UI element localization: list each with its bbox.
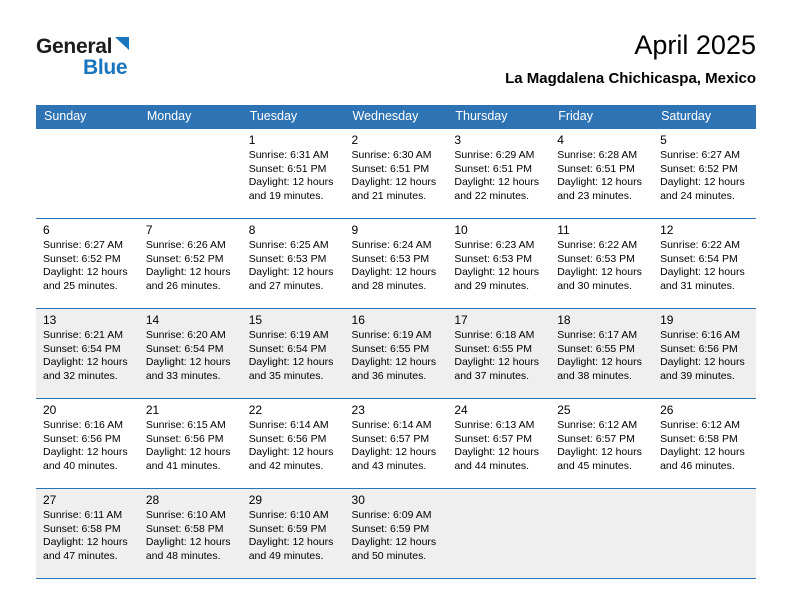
day-info-line: Sunrise: 6:20 AM — [145, 329, 226, 341]
day-info-line: and 49 minutes. — [248, 549, 324, 562]
calendar-week-row — [36, 309, 756, 399]
day-number: 6 — [43, 223, 50, 237]
day-info-line: and 22 minutes. — [454, 189, 530, 202]
day-info-line: Sunset: 6:51 PM — [454, 162, 533, 175]
day-info-line: and 38 minutes. — [557, 369, 632, 382]
day-info-line: and 24 minutes. — [660, 189, 735, 202]
calendar-day-cell — [653, 399, 756, 489]
calendar-day-cell — [139, 219, 242, 309]
calendar-day-cell — [345, 489, 448, 579]
day-info-line: Sunrise: 6:23 AM — [454, 239, 535, 251]
calendar-week-row — [36, 219, 756, 309]
day-number: 14 — [145, 313, 160, 327]
day-info-line: and 39 minutes. — [660, 369, 735, 382]
day-info-line: Sunrise: 6:16 AM — [660, 329, 741, 341]
day-number: 17 — [454, 313, 468, 327]
day-info-line: Sunset: 6:56 PM — [248, 432, 327, 445]
calendar-day-cell — [550, 309, 653, 399]
day-number: 3 — [454, 133, 462, 147]
weekday-header-monday: Monday — [139, 105, 242, 129]
general-blue-logo — [36, 36, 129, 78]
day-info-line: and 29 minutes. — [454, 279, 530, 292]
day-info-line: Sunset: 6:53 PM — [557, 252, 635, 265]
day-info-line: and 35 minutes. — [248, 369, 324, 382]
day-info-line: Sunrise: 6:18 AM — [454, 329, 535, 341]
calendar-day-cell — [550, 129, 653, 219]
weekday-header-friday: Friday — [550, 105, 653, 129]
day-info-line: Sunset: 6:54 PM — [660, 252, 738, 265]
day-info-line: and 25 minutes. — [43, 279, 118, 292]
day-info-line: and 36 minutes. — [351, 369, 427, 382]
logo-triangle-icon — [115, 37, 129, 54]
day-info-line: Sunrise: 6:16 AM — [43, 419, 123, 431]
day-info-line: Daylight: 12 hours — [145, 356, 231, 368]
day-info-line: Sunset: 6:56 PM — [43, 432, 121, 445]
day-info-line: Sunset: 6:55 PM — [557, 342, 635, 355]
day-info-line: Sunset: 6:58 PM — [660, 432, 738, 445]
day-info-line: Sunrise: 6:10 AM — [248, 509, 329, 521]
logo-text-general: General — [36, 35, 113, 58]
day-info-line: Daylight: 12 hours — [557, 266, 642, 278]
day-info-line: Sunset: 6:59 PM — [248, 522, 327, 535]
day-info-line: Sunrise: 6:29 AM — [454, 149, 535, 161]
day-number: 13 — [43, 313, 57, 327]
calendar-day-cell — [345, 219, 448, 309]
page-title: April 2025 — [634, 30, 756, 60]
day-info-line: Daylight: 12 hours — [351, 446, 437, 458]
day-info-line: Sunrise: 6:31 AM — [248, 149, 329, 161]
calendar-day-cell — [345, 399, 448, 489]
day-info-line: Sunset: 6:52 PM — [660, 162, 738, 175]
day-info-line: Daylight: 12 hours — [351, 176, 437, 188]
day-info-line: Daylight: 12 hours — [557, 356, 642, 368]
day-info-line: Daylight: 12 hours — [351, 266, 437, 278]
day-info-line: Daylight: 12 hours — [43, 356, 128, 368]
calendar-day-cell — [447, 399, 550, 489]
day-number: 26 — [660, 403, 674, 417]
day-info-line: Sunset: 6:52 PM — [43, 252, 121, 265]
day-number: 22 — [248, 403, 263, 417]
day-info-line: Daylight: 12 hours — [248, 446, 334, 458]
day-number: 4 — [557, 133, 564, 147]
day-info-line: Sunrise: 6:27 AM — [660, 149, 741, 161]
day-number: 2 — [351, 133, 359, 147]
calendar-day-cell — [242, 309, 345, 399]
weekday-header-thursday: Thursday — [447, 105, 550, 129]
day-info-line: Sunset: 6:56 PM — [145, 432, 224, 445]
day-info-line: Sunrise: 6:21 AM — [43, 329, 123, 341]
calendar-day-cell — [242, 399, 345, 489]
weekday-header-row — [36, 105, 756, 129]
day-info-line: Daylight: 12 hours — [660, 176, 745, 188]
day-info-line: Sunset: 6:55 PM — [454, 342, 533, 355]
calendar-day-cell — [242, 219, 345, 309]
day-number: 21 — [145, 403, 160, 417]
day-info-line: Sunrise: 6:10 AM — [145, 509, 226, 521]
day-info-line: Sunrise: 6:15 AM — [145, 419, 226, 431]
day-number: 27 — [43, 493, 57, 507]
calendar-day-cell — [345, 129, 448, 219]
day-info-line: Daylight: 12 hours — [660, 446, 745, 458]
day-number: 16 — [351, 313, 365, 327]
day-number: 25 — [557, 403, 571, 417]
day-info-line: and 47 minutes. — [43, 549, 118, 562]
logo-text-blue: Blue — [83, 56, 128, 79]
calendar-empty-cell — [36, 129, 139, 219]
calendar-day-cell — [345, 309, 448, 399]
day-info-line: and 41 minutes. — [145, 459, 221, 472]
day-info-line: Sunrise: 6:28 AM — [557, 149, 638, 161]
day-info-line: Sunset: 6:55 PM — [351, 342, 430, 355]
calendar-day-cell — [139, 399, 242, 489]
calendar-empty-cell — [447, 489, 550, 579]
day-info-line: and 33 minutes. — [145, 369, 221, 382]
day-info-line: and 31 minutes. — [660, 279, 735, 292]
day-info-line: Daylight: 12 hours — [557, 176, 642, 188]
day-info-line: Sunset: 6:54 PM — [248, 342, 327, 355]
calendar-day-cell — [653, 129, 756, 219]
calendar-day-cell — [447, 129, 550, 219]
day-info-line: and 46 minutes. — [660, 459, 735, 472]
day-number: 5 — [660, 133, 667, 147]
day-info-line: Sunset: 6:51 PM — [351, 162, 430, 175]
day-info-line: and 32 minutes. — [43, 369, 118, 382]
day-number: 29 — [248, 493, 263, 507]
day-info-line: Daylight: 12 hours — [248, 356, 334, 368]
day-info-line: Sunrise: 6:19 AM — [351, 329, 432, 341]
calendar-table — [36, 105, 756, 579]
page-subtitle: La Magdalena Chichicaspa, Mexico — [505, 70, 756, 87]
day-info-line: Sunset: 6:58 PM — [145, 522, 224, 535]
day-info-line: Sunset: 6:58 PM — [43, 522, 121, 535]
day-info-line: Sunrise: 6:25 AM — [248, 239, 329, 251]
day-number: 19 — [660, 313, 674, 327]
day-info-line: and 19 minutes. — [248, 189, 324, 202]
day-info-line: Daylight: 12 hours — [248, 536, 334, 548]
day-number: 15 — [248, 313, 263, 327]
calendar-day-cell — [36, 489, 139, 579]
day-info-line: Sunrise: 6:12 AM — [557, 419, 638, 431]
day-number: 11 — [557, 223, 570, 237]
day-info-line: Sunrise: 6:22 AM — [557, 239, 638, 251]
day-info-line: Sunrise: 6:19 AM — [248, 329, 329, 341]
day-info-line: Sunset: 6:53 PM — [248, 252, 327, 265]
day-number: 12 — [660, 223, 674, 237]
calendar-day-cell — [36, 399, 139, 489]
day-info-line: Sunrise: 6:12 AM — [660, 419, 741, 431]
day-info-line: Sunset: 6:53 PM — [454, 252, 533, 265]
day-number: 8 — [248, 223, 256, 237]
day-number: 23 — [351, 403, 365, 417]
weekday-header-tuesday: Tuesday — [242, 105, 345, 129]
calendar-day-cell — [36, 309, 139, 399]
day-info-line: Daylight: 12 hours — [454, 266, 540, 278]
day-info-line: and 37 minutes. — [454, 369, 530, 382]
day-info-line: Daylight: 12 hours — [145, 266, 231, 278]
calendar-day-cell — [139, 309, 242, 399]
day-info-line: Sunrise: 6:17 AM — [557, 329, 638, 341]
calendar-week-row — [36, 129, 756, 219]
day-info-line: Sunset: 6:56 PM — [660, 342, 738, 355]
calendar-day-cell — [550, 399, 653, 489]
day-info-line: Sunset: 6:57 PM — [454, 432, 533, 445]
calendar-body — [36, 129, 756, 579]
calendar-empty-cell — [653, 489, 756, 579]
day-info-line: Sunrise: 6:13 AM — [454, 419, 535, 431]
calendar-day-cell — [242, 129, 345, 219]
calendar-day-cell — [447, 309, 550, 399]
day-number: 28 — [145, 493, 160, 507]
day-info-line: Daylight: 12 hours — [145, 446, 231, 458]
day-number: 18 — [557, 313, 571, 327]
day-info-line: Daylight: 12 hours — [145, 536, 231, 548]
day-info-line: Sunset: 6:51 PM — [248, 162, 327, 175]
day-info-line: Daylight: 12 hours — [43, 536, 128, 548]
day-info-line: and 48 minutes. — [145, 549, 221, 562]
day-info-line: Daylight: 12 hours — [660, 266, 745, 278]
day-info-line: Daylight: 12 hours — [557, 446, 642, 458]
day-info-line: Daylight: 12 hours — [43, 266, 128, 278]
weekday-header-sunday: Sunday — [36, 105, 139, 129]
day-info-line: Sunrise: 6:30 AM — [351, 149, 432, 161]
day-info-line: Sunrise: 6:14 AM — [248, 419, 329, 431]
day-info-line: Sunset: 6:59 PM — [351, 522, 430, 535]
day-number: 20 — [43, 403, 57, 417]
day-number: 24 — [454, 403, 468, 417]
day-info-line: and 27 minutes. — [248, 279, 324, 292]
calendar-empty-cell — [139, 129, 242, 219]
day-info-line: Daylight: 12 hours — [454, 446, 540, 458]
day-info-line: and 45 minutes. — [557, 459, 632, 472]
day-info-line: Daylight: 12 hours — [351, 536, 437, 548]
day-info-line: Sunset: 6:54 PM — [145, 342, 224, 355]
day-info-line: Sunrise: 6:09 AM — [351, 509, 432, 521]
title-block — [505, 30, 756, 87]
day-info-line: Daylight: 12 hours — [248, 176, 334, 188]
calendar-empty-cell — [550, 489, 653, 579]
weekday-header-wednesday: Wednesday — [345, 105, 448, 129]
day-number: 9 — [351, 223, 359, 237]
day-info-line: and 44 minutes. — [454, 459, 530, 472]
calendar-day-cell — [653, 219, 756, 309]
day-number: 7 — [145, 223, 153, 237]
day-info-line: and 50 minutes. — [351, 549, 427, 562]
day-number: 1 — [248, 133, 256, 147]
day-number: 10 — [454, 223, 468, 237]
day-info-line: Sunset: 6:52 PM — [145, 252, 224, 265]
calendar-week-row — [36, 399, 756, 489]
day-info-line: Sunrise: 6:11 AM — [43, 509, 123, 521]
day-info-line: and 23 minutes. — [557, 189, 632, 202]
day-info-line: and 42 minutes. — [248, 459, 324, 472]
day-number: 30 — [351, 493, 365, 507]
day-info-line: Sunrise: 6:27 AM — [43, 239, 123, 251]
calendar-day-cell — [242, 489, 345, 579]
day-info-line: and 28 minutes. — [351, 279, 427, 292]
day-info-line: Daylight: 12 hours — [351, 356, 437, 368]
day-info-line: Sunrise: 6:24 AM — [351, 239, 432, 251]
day-info-line: Daylight: 12 hours — [660, 356, 745, 368]
day-info-line: Sunset: 6:54 PM — [43, 342, 121, 355]
day-info-line: Daylight: 12 hours — [454, 176, 540, 188]
calendar-day-cell — [139, 489, 242, 579]
day-info-line: Sunrise: 6:26 AM — [145, 239, 226, 251]
day-info-line: and 21 minutes. — [351, 189, 427, 202]
day-info-line: and 26 minutes. — [145, 279, 221, 292]
day-info-line: Daylight: 12 hours — [454, 356, 540, 368]
day-info-line: Sunset: 6:53 PM — [351, 252, 430, 265]
day-info-line: Sunset: 6:57 PM — [351, 432, 430, 445]
day-info-line: and 43 minutes. — [351, 459, 427, 472]
day-info-line: and 40 minutes. — [43, 459, 118, 472]
calendar-day-cell — [653, 309, 756, 399]
day-info-line: Sunrise: 6:22 AM — [660, 239, 741, 251]
calendar-week-row — [36, 489, 756, 579]
day-info-line: Daylight: 12 hours — [248, 266, 334, 278]
calendar-day-cell — [36, 219, 139, 309]
calendar-day-cell — [447, 219, 550, 309]
day-info-line: and 30 minutes. — [557, 279, 632, 292]
calendar-day-cell — [550, 219, 653, 309]
day-info-line: Sunset: 6:57 PM — [557, 432, 635, 445]
day-info-line: Sunset: 6:51 PM — [557, 162, 635, 175]
day-info-line: Daylight: 12 hours — [43, 446, 128, 458]
weekday-header-saturday: Saturday — [653, 105, 756, 129]
day-info-line: Sunrise: 6:14 AM — [351, 419, 432, 431]
